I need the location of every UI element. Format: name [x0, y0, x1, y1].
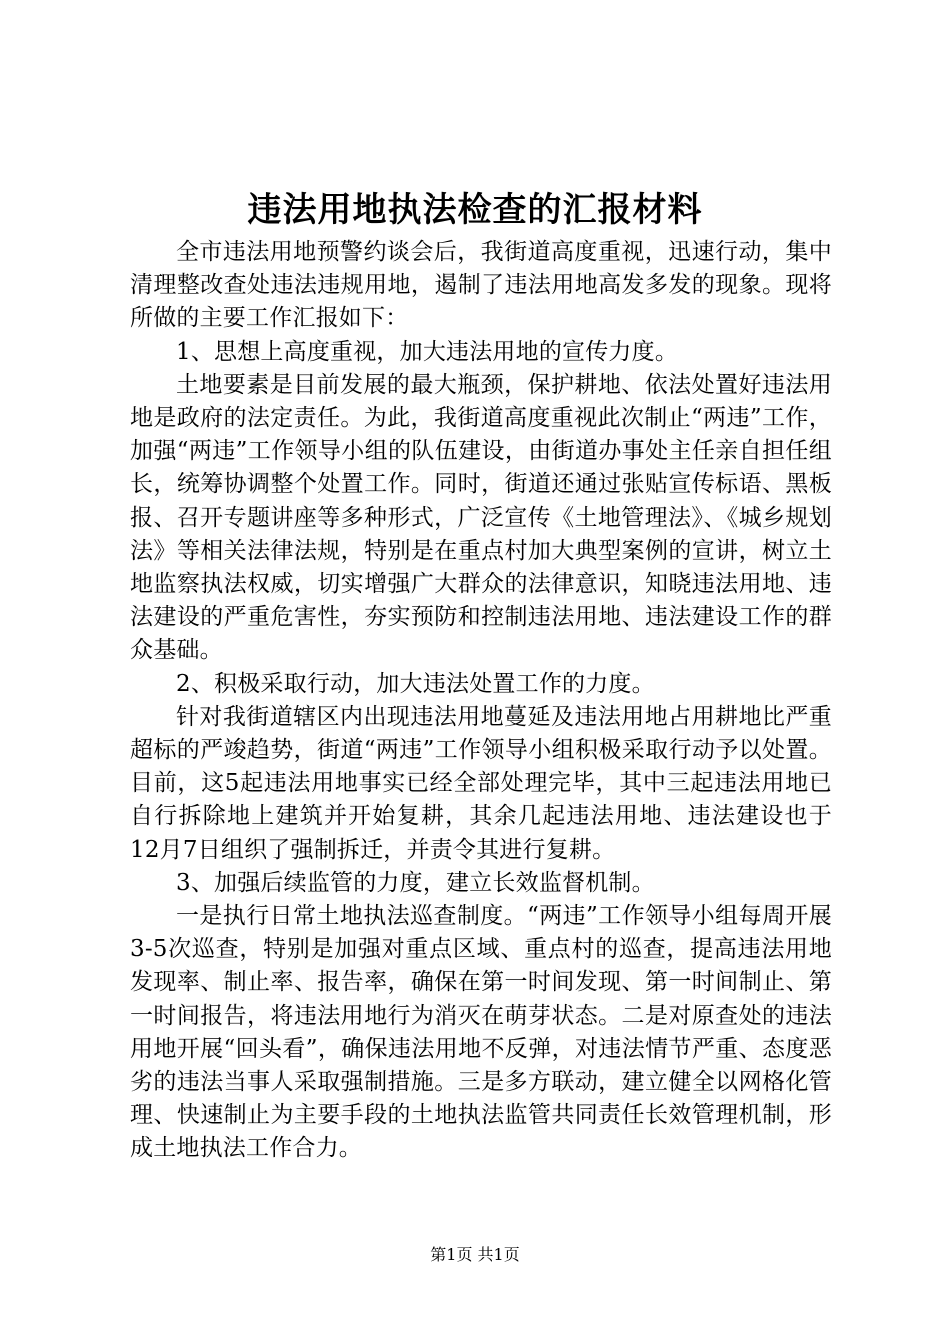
section-heading-2: 2、积极采取行动，加大违法处置工作的力度。	[176, 670, 655, 697]
section-1-paragraph: 土地要素是目前发展的最大瓶颈，保护耕地、依法处置好违法用地是政府的法定责任。为此，我街道高度重视此次制止“两违”工作，加强“两违”工作领导小组的队伍建设，由街道办事处主任亲自担任组长，统筹协调整个处置工作。同时，街道还通过张贴宣传标语、黑板报、召开专题讲座等多种形式，广泛宣传《土地管理法》、《城乡规划法》等相关法律法规，特别是在重点村加大典型案例的宣讲，树立土地监察执法权威，切实增强广大群众的法律意识，知晓违法用地、违法建设的严重危害性，夯实预防和控制违法用地、违法建设工作的群众基础。	[130, 371, 832, 664]
document-body	[130, 236, 832, 1166]
section-heading-1: 1、思想上高度重视，加大违法用地的宣传力度。	[176, 338, 679, 365]
intro-paragraph: 全市违法用地预警约谈会后，我街道高度重视，迅速行动，集中清理整改查处违法违规用地，遏制了违法用地高发多发的现象。现将所做的主要工作汇报如下：	[130, 239, 832, 332]
section-3-paragraph: 一是执行日常土地执法巡查制度。“两违”工作领导小组每周开展3-5次巡查，特别是加强对重点区域、重点村的巡查，提高违法用地发现率、制止率、报告率，确保在第一时间发现、第一时间制止、第一时间报告，将违法用地行为消灭在萌芽状态。二是对原查处的违法用地开展“回头看”，确保违法用地不反弹，对违法情节严重、态度恶劣的违法当事人采取强制措施。三是多方联动，建立健全以网格化管理、快速制止为主要手段的土地执法监管共同责任长效管理机制，形成土地执法工作合力。	[130, 903, 832, 1162]
section-heading-3: 3、加强后续监管的力度，建立长效监督机制。	[176, 869, 655, 896]
section-2-paragraph: 针对我街道辖区内出现违法用地蔓延及违法用地占用耕地比严重超标的严竣趋势，街道“两违”工作领导小组积极采取行动予以处置。目前，这5起违法用地事实已经全部处理完毕，其中三起违法用地已自行拆除地上建筑并开始复耕，其余几起违法用地、违法建设也于12月7日组织了强制拆迁，并责令其进行复耕。	[130, 703, 832, 863]
document-title: 违法用地执法检查的汇报材料	[247, 190, 703, 230]
page-footer: 第1页 共1页	[430, 1245, 520, 1264]
